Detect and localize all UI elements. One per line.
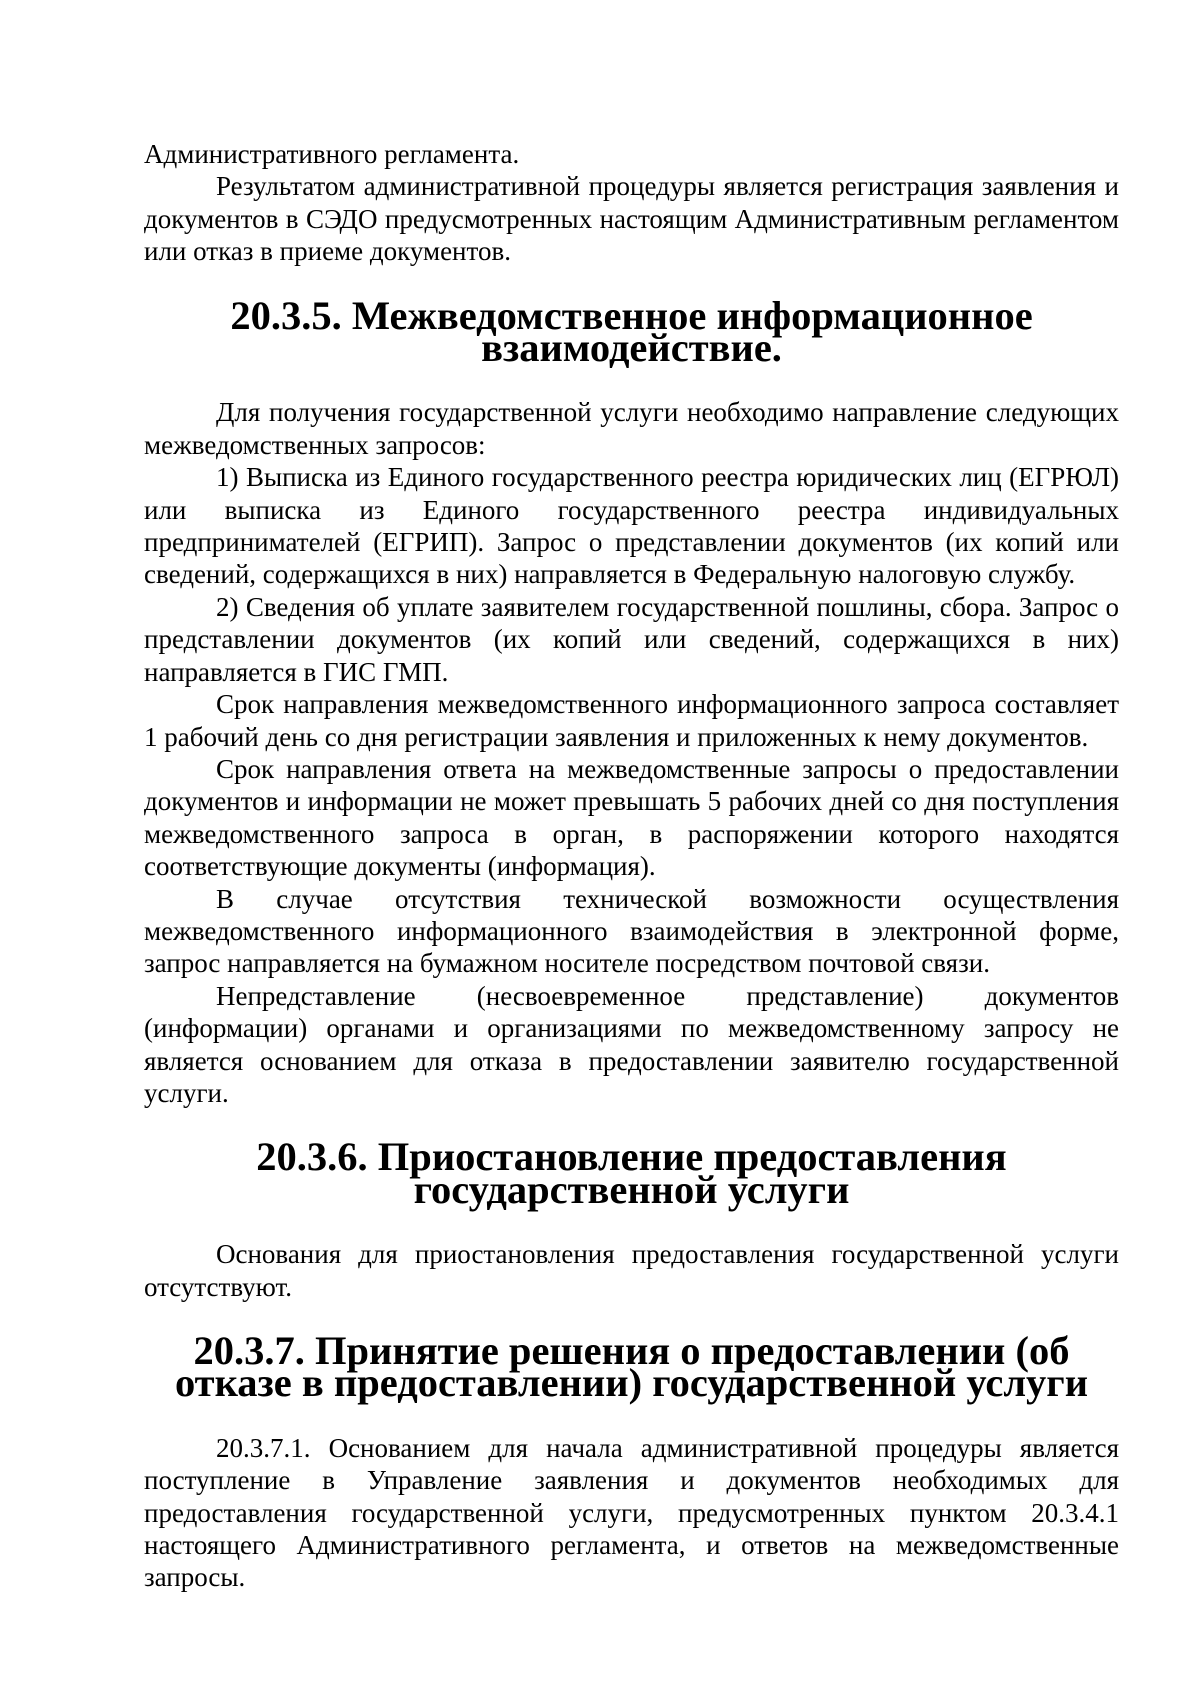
- heading-20-3-6: 20.3.6. Приостановление предоставления государственной услуги: [256, 1134, 1007, 1212]
- paragraph-requests-intro: Для получения государственной услуги необходимо направление следующих межведомственных запросов:: [144, 397, 1119, 460]
- paragraph-suspension: Основания для приостановления предоставления государственной услуги отсутствуют.: [144, 1239, 1119, 1302]
- heading-20-3-5: 20.3.5. Межведомственное информационное взаимодействие.: [230, 292, 1033, 371]
- paragraph-paper-request: В случае отсутствия технической возможности осуществления межведомственного информационного взаимодействия в электронной форме, запрос направляется на бумажном носителе посредством почтовой связи.: [144, 883, 1119, 979]
- paragraph-request-1: 1) Выписка из Единого государственного реестра юридических лиц (ЕГРЮЛ) или выписка из Единого государственного реестра индивидуальных предпринимателей (ЕГРИП). Запрос о представлении документов (их копий или сведений, содержащихся в них) направляется в Федеральную налоговую службу.: [144, 462, 1119, 590]
- paragraph-response-deadline: Срок направления ответа на межведомственные запросы о предоставлении документов и информации не может превышать 5 рабочих дней со дня поступления межведомственного запроса в орган, в распоряжении которого находятся соответствующие документы (информация).: [144, 753, 1119, 882]
- paragraph-continuation: Административного регламента.: [144, 139, 520, 169]
- heading-20-3-7: 20.3.7. Принятие решения о предоставлении (об отказе в предоставлении) государственной услуги: [174, 1328, 1089, 1406]
- paragraph-20-3-7-1: 20.3.7.1. Основанием для начала административной процедуры является поступление в Управление заявления и документов необходимых для предоставления государственной услуги, предусмотренных пунктом 20.3.4.1 настоящего Административного регламента, и ответов на межведомственные запросы.: [144, 1432, 1119, 1593]
- paragraph-non-submission: Непредставление (несвоевременное представление) документов (информации) органами и организациями по межведомственному запросу не является основанием для отказа в предоставлении заявителю государственной услуги.: [144, 980, 1119, 1108]
- paragraph-request-deadline: Срок направления межведомственного информационного запроса составляет 1 рабочий день со дня регистрации заявления и приложенных к нему документов.: [144, 689, 1119, 752]
- paragraph-request-2: 2) Сведения об уплате заявителем государственной пошлины, сбора. Запрос о представлении документов (их копий или сведений, содержащихся в них) направляется в ГИС ГМП.: [144, 591, 1119, 687]
- paragraph-procedure-result: Результатом административной процедуры является регистрация заявления и документов в СЭДО предусмотренных настоящим Административным регламентом или отказ в приеме документов.: [144, 171, 1119, 267]
